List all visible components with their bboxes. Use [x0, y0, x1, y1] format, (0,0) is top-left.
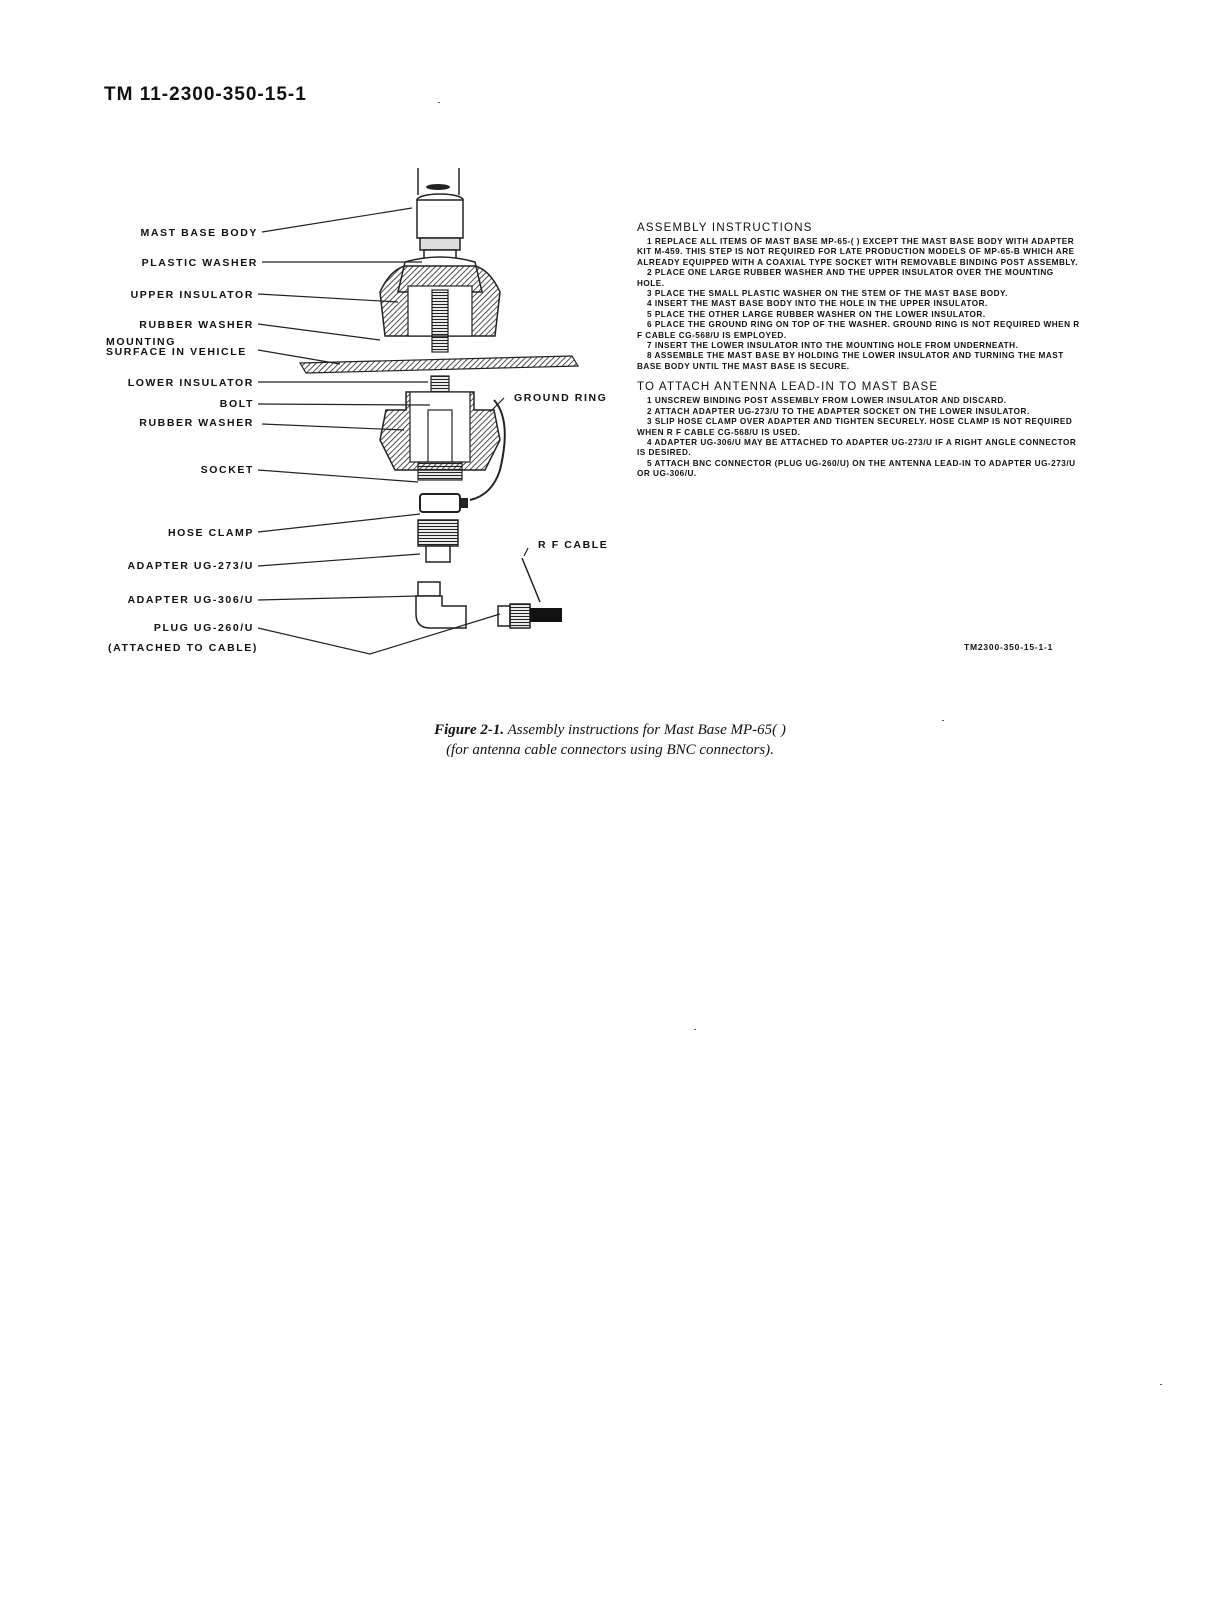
instruction-step: 4 INSERT THE MAST BASE BODY INTO THE HOLE IN THE UPPER INSULATOR.: [647, 299, 988, 309]
label-rubber-washer-lower: RUBBER WASHER: [139, 417, 254, 429]
instruction-step: 3 PLACE THE SMALL PLASTIC WASHER ON THE STEM OF THE MAST BASE BODY.: [647, 289, 1008, 299]
label-socket: SOCKET: [200, 464, 254, 476]
lower-insulator-drawing: [380, 376, 505, 500]
label-lower-insulator: LOWER INSULATOR: [127, 377, 254, 389]
instructions-heading: ASSEMBLY INSTRUCTIONS: [637, 222, 813, 234]
label-rubber-washer-upper: RUBBER WASHER: [139, 319, 254, 331]
label-surface-in-vehicle: SURFACE IN VEHICLE: [106, 346, 247, 358]
instruction-step: 1 REPLACE ALL ITEMS OF MAST BASE MP-65-( ) EXCEPT THE MAST BASE BODY WITH ADAPTER KIT M-459. THIS STEP IS NOT REQUIRED FOR LATE PRODUCTION MODELS OF MP-65-B WHICH ARE ALREADY EQUIPPED WITH A COAXIAL TYPE SOCKET WITH REMOVABLE BINDING POST ASSEMBLY.: [637, 237, 1078, 267]
lead-in-step: 2 ATTACH ADAPTER UG-273/U TO THE ADAPTER SOCKET ON THE LOWER INSULATOR.: [647, 406, 1030, 416]
bnc-plug-drawing: [498, 558, 562, 628]
lead-in-step: 1 UNSCREW BINDING POST ASSEMBLY FROM LOWER INSULATOR AND DISCARD.: [647, 396, 1007, 406]
scan-speck: [438, 102, 440, 103]
label-adapter-ug273: ADAPTER UG-273/U: [127, 560, 254, 572]
label-hose-clamp: HOSE CLAMP: [167, 527, 254, 539]
mast-stub: [418, 168, 459, 195]
adapter-ug306-drawing: [416, 582, 466, 628]
caption-line-1: Assembly instructions for Mast Base MP-65( ): [507, 722, 786, 738]
hose-clamp-drawing: [420, 494, 468, 512]
caption-line-2: (for antenna cable connectors using BNC connectors).: [446, 742, 774, 758]
lead-in-step: 5 ATTACH BNC CONNECTOR (PLUG UG-260/U) ON THE ANTENNA LEAD-IN TO ADAPTER UG-273/U OR UG-306/U.: [637, 458, 1076, 479]
figure-id: TM2300-350-15-1-1: [964, 642, 1054, 652]
label-attached-to-cable: (ATTACHED TO CABLE): [108, 642, 258, 654]
instruction-step: 6 PLACE THE GROUND RING ON TOP OF THE WASHER. GROUND RING IS NOT REQUIRED WHEN R F CABLE CG-568/U IS EMPLOYED.: [637, 320, 1080, 340]
mounting-surface-drawing: [300, 356, 578, 373]
caption-figure-number: Figure 2-1.: [434, 722, 505, 738]
scan-speck: [694, 1029, 696, 1030]
label-bolt: BOLT: [219, 398, 254, 410]
label-upper-insulator: UPPER INSULATOR: [130, 289, 254, 301]
scan-speck: [942, 720, 944, 721]
label-rf-cable: R F CABLE: [538, 539, 609, 551]
instruction-step: 8 ASSEMBLE THE MAST BASE BY HOLDING THE LOWER INSULATOR AND TURNING THE MAST BASE BODY UNTIL THE MAST BASE IS SECURE.: [637, 351, 1064, 371]
upper-insulator-drawing: [380, 250, 500, 352]
label-adapter-ug306: ADAPTER UG-306/U: [127, 594, 254, 606]
instruction-step: 2 PLACE ONE LARGE RUBBER WASHER AND THE UPPER INSULATOR OVER THE MOUNTING HOLE.: [637, 268, 1054, 288]
instruction-step: 5 PLACE THE OTHER LARGE RUBBER WASHER ON THE LOWER INSULATOR.: [647, 309, 986, 319]
label-mounting: MOUNTING: [106, 336, 176, 348]
assembly-instructions: [637, 222, 1083, 480]
adapter-ug273-drawing: [418, 520, 458, 562]
document-number-header: TM 11-2300-350-15-1: [104, 84, 307, 105]
label-plug-ug260: PLUG UG-260/U: [153, 622, 254, 634]
label-plastic-washer: PLASTIC WASHER: [141, 257, 258, 269]
label-ground-ring: GROUND RING: [514, 392, 608, 404]
figure-caption: [300, 720, 920, 760]
lead-in-step: 3 SLIP HOSE CLAMP OVER ADAPTER AND TIGHTEN SECURELY. HOSE CLAMP IS NOT REQUIRED WHEN R F CABLE CG-568/U IS USED.: [637, 417, 1073, 437]
lead-in-step: 4 ADAPTER UG-306/U MAY BE ATTACHED TO ADAPTER UG-273/U IF A RIGHT ANGLE CONNECTOR IS DESIRED.: [637, 437, 1077, 458]
scan-speck: [1160, 1384, 1162, 1385]
instruction-step: 7 INSERT THE LOWER INSULATOR INTO THE MOUNTING HOLE FROM UNDERNEATH.: [647, 341, 1019, 351]
label-mast-base-body: MAST BASE BODY: [140, 227, 258, 239]
mast-base-body-drawing: [417, 194, 463, 250]
lead-in-heading: TO ATTACH ANTENNA LEAD-IN TO MAST BASE: [637, 381, 939, 394]
